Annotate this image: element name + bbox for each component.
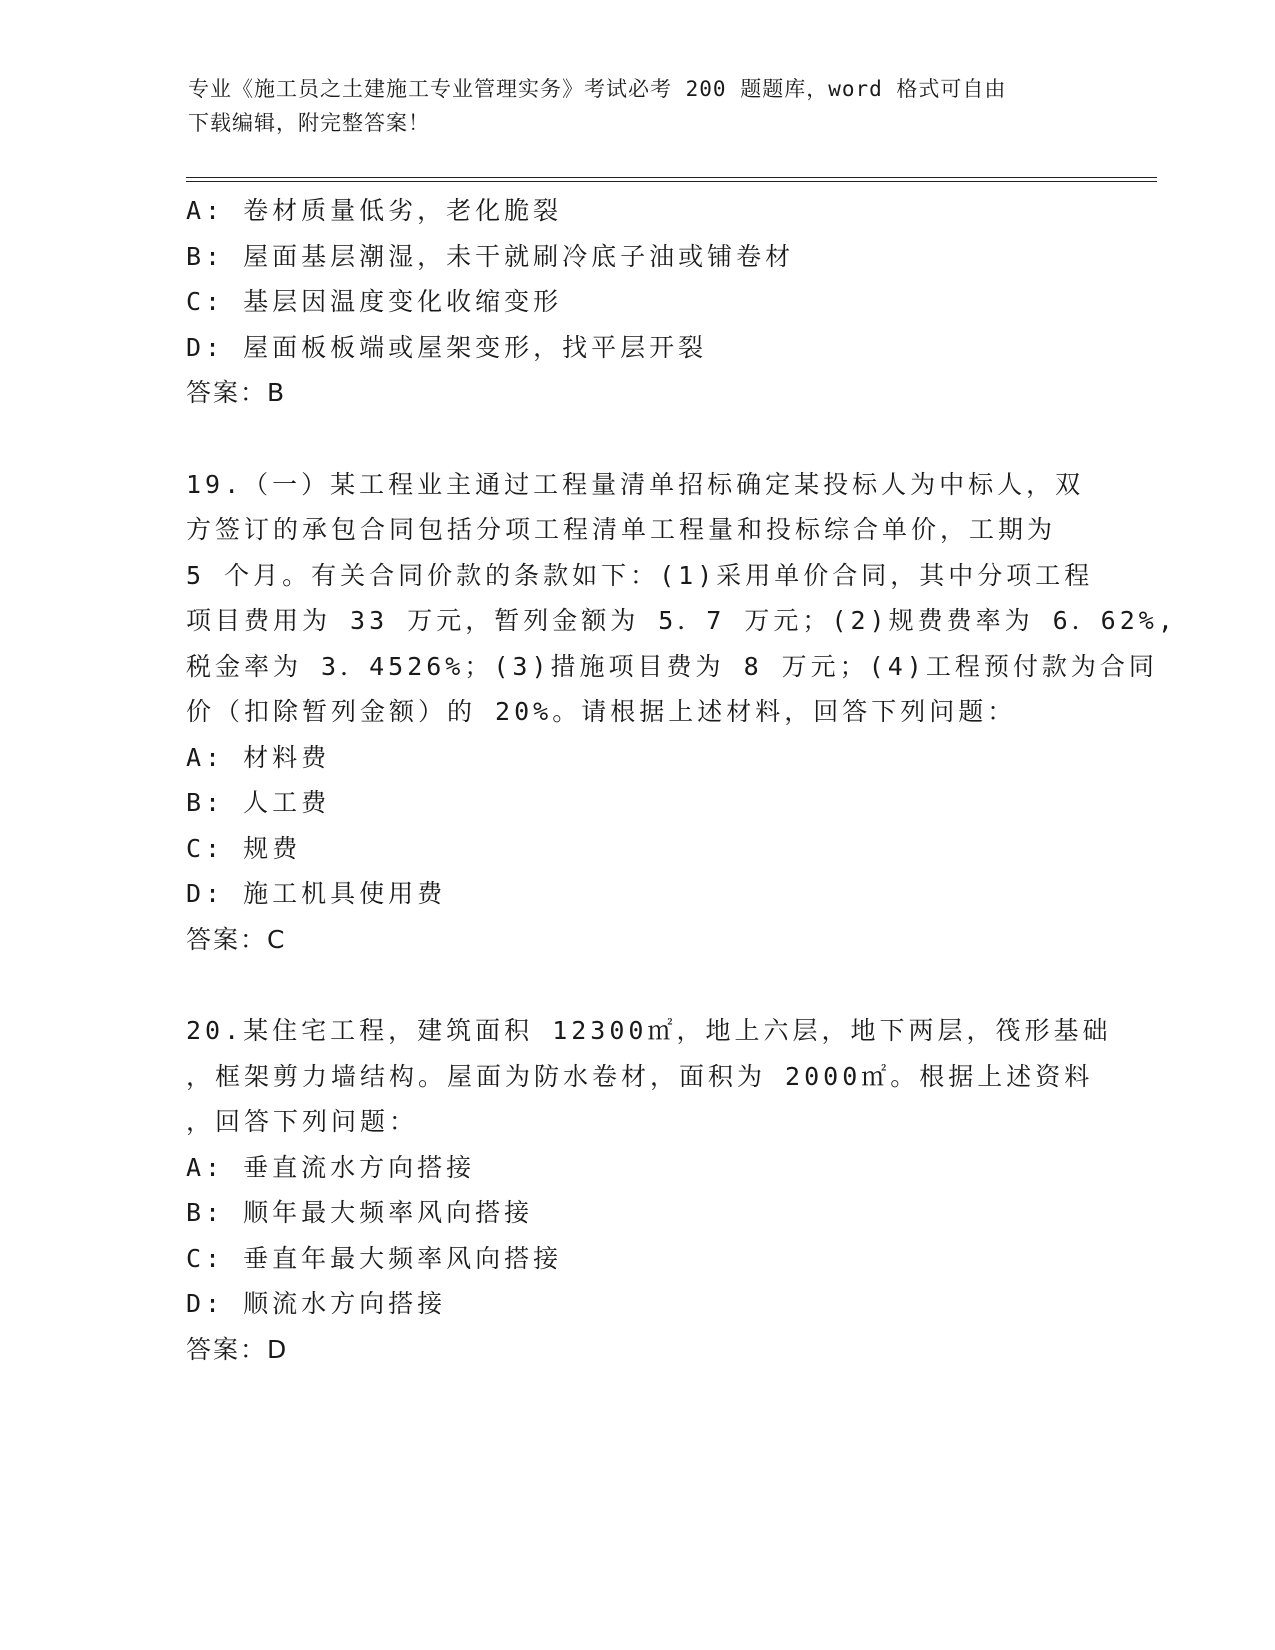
option-a: A: 材料费 <box>186 742 331 772</box>
answer-line: 答案：B <box>186 378 287 407</box>
question-stem-line: ，框架剪力墙结构。屋面为防水卷材，面积为 2000㎡。根据上述资料 <box>186 1061 1094 1091</box>
header-double-rule <box>186 177 1157 182</box>
option-c: C: 规费 <box>186 833 302 863</box>
spacer <box>186 962 1086 1008</box>
question-stem-line: 19.（一）某工程业主通过工程量清单招标确定某投标人为中标人，双 <box>186 469 1085 499</box>
header-line: 专业《施工员之土建施工专业管理实务》考试必考 200 题题库，word 格式可自由 <box>188 77 1007 101</box>
option-d: D: 施工机具使用费 <box>186 879 447 908</box>
option-b: B: 屋面基层潮湿，未干就刷冷底子油或铺卷材 <box>186 241 795 271</box>
option-b: B: 人工费 <box>186 788 331 817</box>
question-stem-line: 5 个月。有关合同价款的条款如下：(1)采用单价合同，其中分项工程 <box>186 560 1094 590</box>
option-c: C: 垂直年最大频率风向搭接 <box>186 1243 563 1273</box>
answer-line: 答案：C <box>186 924 287 954</box>
question-stem-line: 方签订的承包合同包括分项工程清单工程量和投标综合单价，工期为 <box>186 515 1057 544</box>
option-a: A: 卷材质量低劣，老化脆裂 <box>186 196 563 225</box>
question-stem-line: 价（扣除暂列金额）的 20%。请根据上述材料，回答下列问题： <box>186 697 1017 726</box>
option-b: B: 顺年最大频率风向搭接 <box>186 1198 534 1227</box>
question-stem-line: ，回答下列问题： <box>186 1107 419 1136</box>
header-line: 下载编辑，附完整答案！ <box>188 111 430 135</box>
question-list <box>186 188 1177 1372</box>
document-header <box>188 72 1068 140</box>
option-a: A: 垂直流水方向搭接 <box>186 1152 476 1182</box>
question-stem-line: 项目费用为 33 万元，暂列金额为 5．7 万元；(2)规费费率为 6．62%, <box>186 606 1177 635</box>
option-c: C: 基层因温度变化收缩变形 <box>186 287 563 316</box>
answer-line: 答案：D <box>186 1334 289 1364</box>
question-stem-line: 20.某住宅工程，建筑面积 12300㎡，地上六层，地下两层，筏形基础 <box>186 1016 1112 1045</box>
spacer <box>186 416 1086 462</box>
question-block <box>186 462 1177 963</box>
option-d: D: 屋面板板端或屋架变形，找平层开裂 <box>186 332 708 362</box>
question-stem-line: 税金率为 3．4526%；(3)措施项目费为 8 万元；(4)工程预付款为合同 <box>186 651 1158 681</box>
question-block <box>186 1008 1112 1372</box>
option-d: D: 顺流水方向搭接 <box>186 1289 447 1318</box>
question-block <box>186 188 1086 416</box>
